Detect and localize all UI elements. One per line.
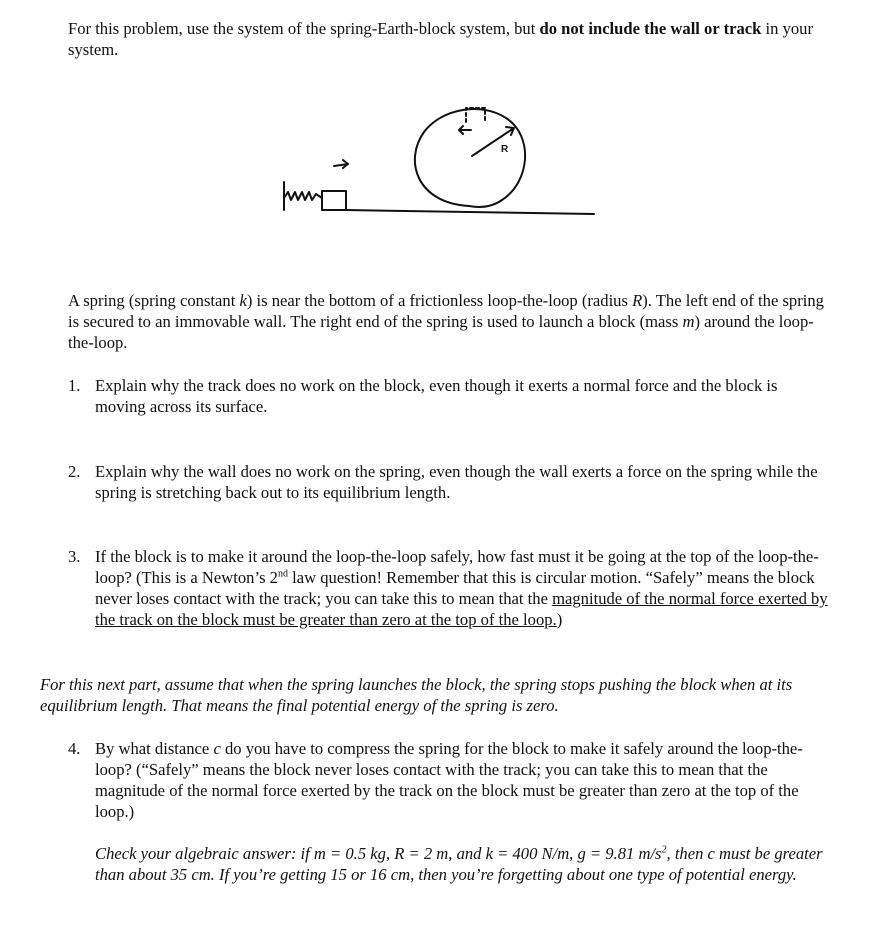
desc-text-4: ) around the loop-the-loop. (68, 312, 814, 352)
top-arrow (459, 126, 471, 134)
intro-paragraph (68, 18, 828, 60)
q3-text-c: ) (556, 610, 563, 629)
question-text: Explain why the track does no work on the block, even though it exerts a normal force and the block is moving across its surface. (95, 376, 778, 416)
answer-check (95, 843, 830, 885)
question-number: 3. (68, 547, 81, 566)
question-number: 2. (68, 462, 81, 481)
radius-label: R (501, 144, 509, 155)
velocity-arrow (334, 160, 348, 168)
question-4 (68, 738, 828, 822)
desc-text-1: A spring (spring constant (68, 291, 240, 310)
question-1 (68, 375, 828, 417)
intro-text-1: For this problem, use the system of the spring-Earth-block system, but (68, 19, 540, 38)
question-number: 1. (68, 376, 81, 395)
question-2 (68, 461, 828, 503)
loop-circle (415, 109, 525, 207)
desc-text-3: ). The left end of the spring is secured to an immovable wall. The right end of the spring is used to launch a block (mass (68, 291, 824, 331)
var-c: c (213, 739, 221, 758)
check-text-b: , then c must be greater than about 35 cm. If you’re getting 15 or 16 cm, then you’re forgetting about one type of potential energy. (95, 844, 823, 884)
desc-text-2: ) is near the bottom of a frictionless loop-the-loop (radius (246, 291, 633, 310)
block (322, 191, 346, 210)
q4-text-b: do you have to compress the spring for the block to make it safely around the loop-the-loop? (“Safely” means the block never loses contact with the track; you can take this to mean that the magnitude of the normal force exerted by the track on the block must be greater than zero at the top of the loop.) (95, 739, 803, 821)
question-text (95, 546, 828, 630)
q3-text-a: If the block is to make it around the loop-the-loop safely, how fast must it be going at the top of the loop-the-loop? (This is a Newton’s 2 (95, 547, 819, 587)
question-3 (68, 546, 828, 630)
var-R: R (632, 291, 643, 310)
intro-bold: do not include the wall or track (539, 19, 762, 38)
intro-text-2: in your system. (68, 19, 813, 59)
problem-description (68, 290, 828, 353)
q3-superscript: nd (277, 568, 288, 580)
q3-underlined: magnitude of the normal force exerted by the track on the block must be greater than zero at the top of the loop. (95, 589, 828, 629)
q4-text-a: By what distance (95, 739, 214, 758)
var-k: k (239, 291, 247, 310)
spring-coil (284, 192, 322, 200)
ground-line (346, 210, 594, 214)
question-text (95, 738, 828, 822)
loop-the-loop-figure (276, 100, 606, 225)
next-part-note: For this next part, assume that when the spring launches the block, the spring stops pushing the block when at its equilibrium length. That means the final potential energy of the spring is zero. (40, 675, 793, 715)
question-number: 4. (68, 739, 81, 758)
question-text: Explain why the wall does no work on the spring, even though the wall exerts a force on the spring while the spring is stretching back out to its equilibrium length. (95, 462, 818, 502)
check-text-a: Check your algebraic answer: if m = 0.5 kg, R = 2 m, and k = 400 N/m, g = 9.81 m/s (95, 844, 662, 863)
q3-text-b: law question! Remember that this is circular motion. “Safely” means the block never loses contact with the track; you can take this to mean that the (95, 568, 815, 608)
check-superscript: 2 (661, 844, 667, 856)
var-m: m (682, 312, 695, 331)
